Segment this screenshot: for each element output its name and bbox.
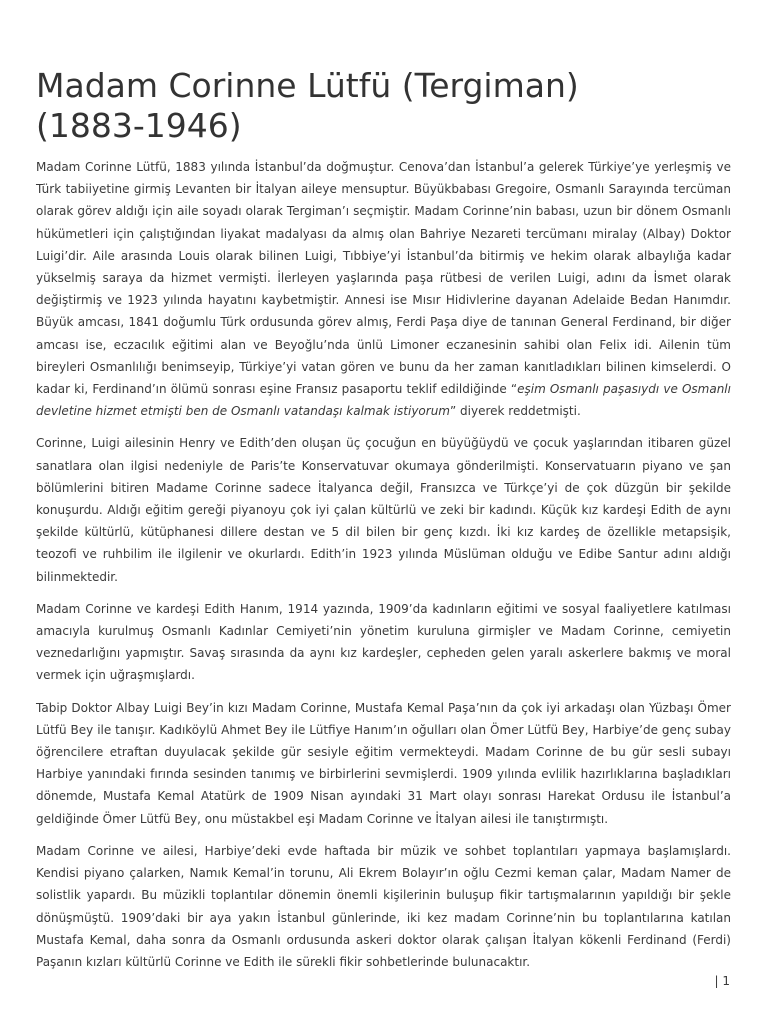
paragraph-4: Tabip Doktor Albay Luigi Bey’in kızı Madam Corinne, Mustafa Kemal Paşa’nın da çok iyi arkadaşı olan Yüzbaşı Ömer Lütfü Bey ile tanışır. Kadıköylü Ahmet Bey ile Lütfiye Hanım’ın oğulları olan Ömer Lütfü Bey, Harbiye’de genç subay öğrencilere etraftan duyulacak şekilde gür sesiyle eğitim vermekteydi. Madam Corinne de bu gür sesli subayı Harbiye yanındaki fırında sesinden tanımış ve birbirlerini sevmişlerdi. 1909 yılında evlilik hazırlıklarına başladıkları dönemde, Mustafa Kemal Atatürk de 1909 Nisan ayındaki 31 Mart olayı sonrası Harekat Ordusu ile İstanbul’a geldiğinde Ömer Lütfü Bey, onu müstakbel eşi Madam Corinne ve İtalyan ailesi ile tanıştırmıştı. bbox=[36, 700, 731, 826]
page-number: | 1 bbox=[714, 974, 730, 988]
paragraph-1-text: Madam Corinne Lütfü, 1883 yılında İstanbul’da doğmuştur. Cenova’dan İstanbul’a gelerek Türkiye’ye yerleşmiş ve Türk tabiiyetine girmiş Levanten bir İtalyan aileye mensuptur. Büyükbabası Gregoire, Osmanlı Sarayında tercüman olarak görev aldığı için aile soyadı olarak Tergiman’ı seçmiştir. Madam Corinne’nin babası, uzun bir dönem Osmanlı hükümetleri için çalıştığından liyakat madalyası da almış olan Bahriye Nezareti tercümanı miralay (Albay) Doktor Luigi’dir. Aile arasında Louis olarak bilinen Luigi, Tıbbiye’yi İstanbul’da bitirmiş ve hekim olarak albaylığa kadar yükselmiş saraya da hizmet vermişti. İlerleyen yaşlarında paşa rütbesi de verilen Luigi, adını da İsmet olarak değiştirmiş ve 1923 yılında hayatını kaybetmiştir. Annesi ise Mısır Hidivlerine dayanan Adelaide Bedan Hanımdır. Büyük amcası, 1841 doğumlu Türk ordusunda görev almış, Ferdi Paşa diye de tanınan General Ferdinand, bir diğer amcası ise, eczacılık eğitimi alan ve Beyoğlu’nda ünlü Limoner eczanesinin sahibi olan Felix idi. Ailenin tüm bireyleri Osmanlılığı benimseyip, Türkiye’yi vatan gören ve bunu da her zaman kanıtladıkları bilinen kimselerdi. O kadar ki, Ferdinand’ın ölümü sonrası eşine Fransız pasaportu teklif edildiğinde “ bbox=[36, 160, 731, 397]
title-line-1: Madam Corinne Lütfü (Tergiman) bbox=[36, 66, 579, 105]
paragraph-1 bbox=[36, 156, 731, 422]
paragraph-1-tail: ” diyerek reddetmişti. bbox=[450, 404, 581, 419]
paragraph-2: Corinne, Luigi ailesinin Henry ve Edith’den oluşan üç çocuğun en büyüğüydü ve çocuk yaşlarından itibaren güzel sanatlara olan ilgisi nedeniyle de Paris’te Konservatuvar okumaya gönderilmişti. Konservatuarın piyano ve şan bölümlerini bitiren Madame Corinne sadece İtalyanca değil, Fransızca ve Türkçe’yi de çok düzgün bir şekilde konuşurdu. Aldığı eğitim gereği piyanoyu çok iyi çalan kültürlü ve zeki bir kadındı. Küçük kız kardeşi Edith de aynı şekilde kültürlü, kütüphanesi dillere destan ve 5 dil bilen bir genç kızdı. İki kız kardeş de özellikle metapsişik, teozofi ve ruhbilim ile ilgilenir ve okurlardı. Edith’in 1923 yılında Müslüman olduğu ve Edibe Santur adını aldığı bilinmektedir. bbox=[36, 436, 731, 584]
document-page bbox=[36, 66, 731, 983]
document-title bbox=[36, 66, 731, 146]
paragraph-1-quote: eşim Osmanlı paşasıydı ve Osmanlı devletine hizmet etmişti ben de Osmanlı vatandaşı kalmak istiyorum bbox=[36, 382, 731, 419]
paragraph-3: Madam Corinne ve kardeşi Edith Hanım, 1914 yazında, 1909’da kadınların eğitimi ve sosyal faaliyetlere katılması amacıyla kurulmuş Osmanlı Kadınlar Cemiyeti’nin yönetim kuruluna girmişler ve Madam Corinne, cemiyetin veznedarlığını yapmıştır. Savaş sırasında da aynı kız kardeşler, cepheden gelen yaralı askerlere bakmış ve moral vermek için uğraşmışlardı. bbox=[36, 601, 731, 683]
paragraph-5: Madam Corinne ve ailesi, Harbiye’deki evde haftada bir müzik ve sohbet toplantıları yapmaya başlamışlardı. Kendisi piyano çalarken, Namık Kemal’in torunu, Ali Ekrem Bolayır’ın oğlu Cezmi keman çalar, Madam Namer de solistlik yapardı. Bu müzikli toplantılar dönemin önemli kişilerinin buluşup fikir tartışmalarının yapıldığı bir şekle dönüşmüştü. 1909’daki bir aya yakın İstanbul günlerinde, iki kez madam Corinne’nin bu toplantılarına katılan Mustafa Kemal, daha sonra da Osmanlı ordusunda askeri doktor olarak çalışan İtalyan kökenli Ferdinand (Ferdi) Paşanın kızları kültürlü Corinne ve Edith ile sürekli fikir sohbetlerinde bulunacaktır. bbox=[36, 843, 731, 969]
title-line-2: (1883-1946) bbox=[36, 106, 242, 145]
